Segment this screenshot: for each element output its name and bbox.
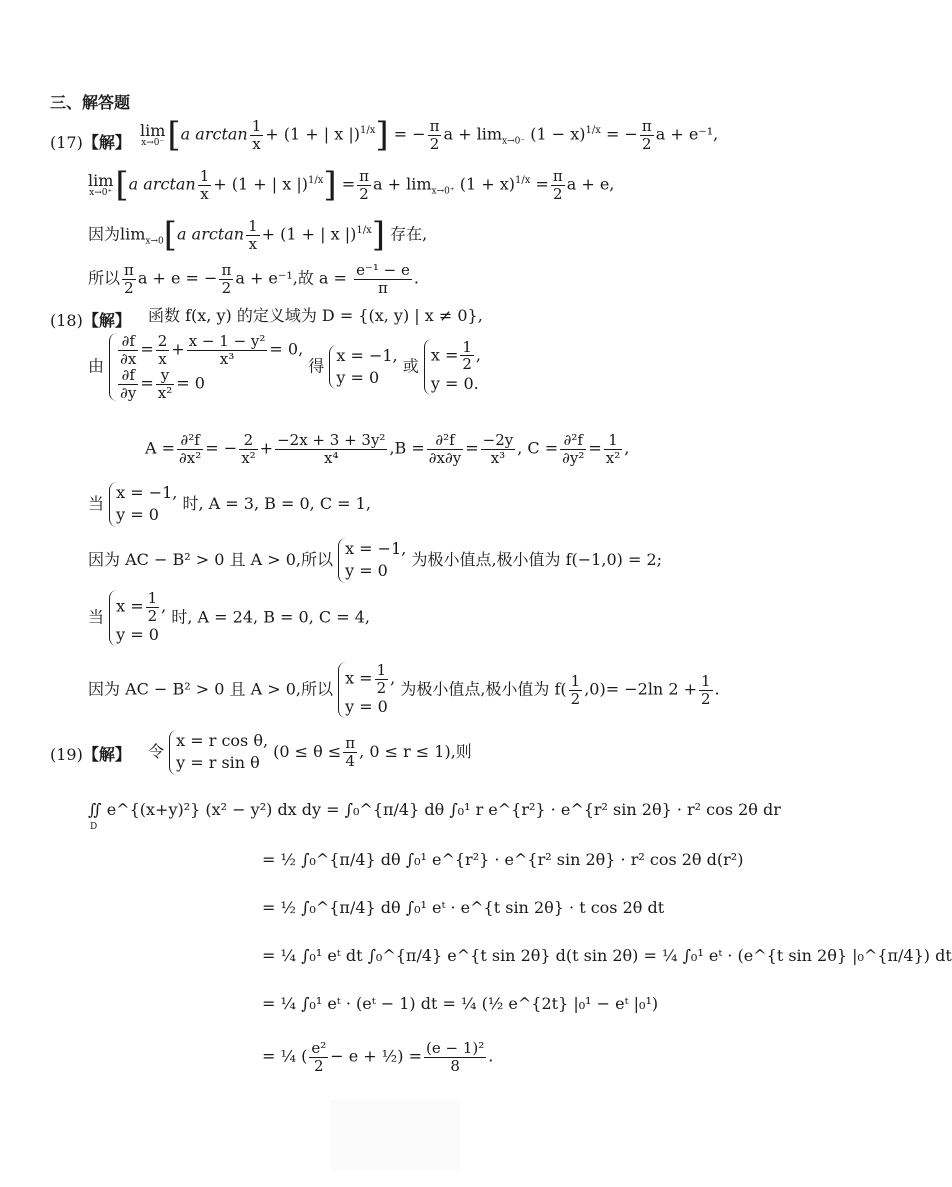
get-text: 得 <box>308 356 325 376</box>
min-point-2: x = $\frac{1}{2}$ , y = 0 <box>338 662 395 718</box>
power-term: + (1 + | x |) <box>261 224 357 244</box>
arctan-term: a arctan <box>177 224 245 244</box>
p17-line1: lim x→0⁻ [a arctan $\frac{1}{x}$ + (1 + | x |)$^{1/x}$] = − $\frac{\pi}{2}$ $a + \lim_{x\to 0^-} (1 - x)^{1/x}$ = − $\frac{\pi}{2}$ a + e⁻¹, <box>140 115 719 155</box>
problem-17-label <box>50 130 131 153</box>
page-footer-smudge <box>330 1100 460 1170</box>
section-title: 三、解答题 <box>50 93 131 112</box>
period: . <box>413 268 419 288</box>
fraction-1-over-x: $\frac{1}{x}$ <box>199 167 210 203</box>
p17-line4 <box>88 262 419 296</box>
exponent: 1/x <box>356 225 372 237</box>
equals-sign: = − <box>393 124 426 144</box>
result: a + e, <box>566 174 615 194</box>
fraction-pi-over-2: $\frac{\pi}{2}$ <box>552 167 563 203</box>
or-text: 或 <box>402 356 419 376</box>
problem-17-number: (17) <box>50 133 83 152</box>
power-term: + (1 + | x |) <box>265 124 360 144</box>
equation-mid2: a + e⁻¹,故 a = <box>235 268 347 288</box>
system-eq-1: $\frac{\partial f}{\partial x}$ = $\frac{2}{x}$ + $\frac{\text{x − 1 − y²}}{\text{x³}}$ = 0, <box>120 332 304 368</box>
iterated-integral: = ∫₀^{π/4} dθ ∫₀¹ r e^{r²} · e^{r² sin 2θ} · r² cos 2θ dr <box>326 800 781 819</box>
problem-19-label <box>50 742 131 765</box>
p19-line2: = ½ ∫₀^{π/4} dθ ∫₀¹ eᵗ · e^{t sin 2θ} · t cos 2θ dt <box>262 898 665 917</box>
a-plus-lim: a + lim <box>372 174 432 194</box>
power-term: + (1 + | x |) <box>213 174 308 194</box>
fraction-1-over-x: $\frac{1}{x}$ <box>251 117 262 153</box>
limit-sub: x→0 <box>145 236 164 247</box>
fraction-pi-over-2: $\frac{\pi}{2}$ <box>221 261 232 297</box>
point-1: x = −1, y = 0 <box>109 482 177 527</box>
arctan-term: a arctan <box>180 124 248 144</box>
double-integral: ∬ e^{(x+y)²} (x² − y²) dx dy <box>88 800 322 819</box>
p18-system <box>88 333 481 401</box>
exponent: 1/x <box>307 175 324 187</box>
equals-sign: = − <box>605 124 638 144</box>
fraction-pi-over-2: $\frac{\pi}{2}$ <box>641 117 652 153</box>
fraction-pi-over-2: $\frac{\pi}{2}$ <box>429 117 440 153</box>
fraction-1-over-x: $\frac{1}{x}$ <box>248 217 258 253</box>
limit-sub: x→0⁺ <box>431 186 455 197</box>
result: a + e⁻¹, <box>655 124 719 144</box>
a-plus-lim: a + lim <box>443 124 503 144</box>
p18-because2: 因为 AC − B² > 0 且 A > 0,所以 x = $\frac{1}{2}$ , y = 0 为极小值点,极小值为 f( $\frac{1}{2}$ ,0)= −2ln 2 + $\frac{1}{2}$ . <box>88 662 720 718</box>
equation-mid: a + e = − <box>137 268 218 288</box>
tail-term: (1 − x) <box>530 124 586 144</box>
limit-sub: x→0⁻ <box>502 136 526 147</box>
exponent: 1/x <box>514 175 531 187</box>
because-lim: 因为lim <box>88 224 146 244</box>
polar-substitution: x = r cos θ, y = r sin θ <box>169 730 268 775</box>
p18-intro: 函数 f(x, y) 的定义域为 D = {(x, y) | x ≠ 0}, <box>148 306 483 325</box>
p19-line0 <box>88 802 781 818</box>
p19-line1: = ½ ∫₀^{π/4} dθ ∫₀¹ e^{r²} · e^{r² sin 2θ} · r² cos 2θ d(r²) <box>262 850 744 869</box>
system-eq-2: $\frac{\partial f}{\partial y}$ = $\frac{y}{\text{x²}}$ = 0 <box>120 366 205 402</box>
equation-system <box>109 333 303 401</box>
problem-19-number: (19) <box>50 745 83 764</box>
point-2: x = $\frac{1}{2}$ , y = 0 <box>109 590 166 646</box>
p19-line4: = ¼ ∫₀¹ eᵗ · (eᵗ − 1) dt = ¼ (½ e^{2t} |₀¹ − eᵗ |₀¹) <box>262 994 659 1013</box>
p17-line3: 因为$\lim_{x\to 0}[a$ arctan $\frac{1}{x}$ + (1 + | x |)$^{1/x}$] 存在, <box>88 215 428 255</box>
p19-line5: = ¼ ( $\frac{\text{e²}}{2}$ − e + ½) = $\frac{\text{(e − 1)²}}{8}$ . <box>262 1039 494 1075</box>
min-point-1: x = −1, y = 0 <box>338 538 406 583</box>
exists-text: 存在, <box>390 224 428 244</box>
problem-18-number: (18) <box>50 311 83 330</box>
p19-substitution: 令 x = r cos θ, y = r sin θ (0 ≤ θ ≤ $\frac{\pi}{4}$ , 0 ≤ r ≤ 1),则 <box>148 730 472 775</box>
solution-2: x = $\frac{1}{2}$ , y = 0. <box>424 339 481 395</box>
solution-1: x = −1, y = 0 <box>329 345 397 390</box>
fraction-a-value: $\frac{\text{e⁻¹ − e}}{\pi}$ <box>356 261 410 297</box>
p18-when1: 当 x = −1, y = 0 时, A = 3, B = 0, C = 1, <box>88 482 371 527</box>
limit-operator: lim x→0⁺ <box>88 170 114 199</box>
region-D: D <box>90 822 98 832</box>
you-text: 由 <box>88 356 105 376</box>
p18-when2: 当 x = $\frac{1}{2}$ , y = 0 时, A = 24, B = 0, C = 4, <box>88 590 370 646</box>
problem-19-tag: 【解】 <box>82 745 131 764</box>
so-text: 所以 <box>88 268 121 288</box>
equals-sign: = <box>341 174 356 194</box>
fraction-pi-over-2: $\frac{\pi}{2}$ <box>359 167 369 203</box>
p19-line3: = ¼ ∫₀¹ eᵗ dt ∫₀^{π/4} e^{t sin 2θ} d(t sin 2θ) = ¼ ∫₀¹ eᵗ · (e^{t sin 2θ} |₀^{π/4}) dt <box>262 946 952 965</box>
p18-abc: A = $\frac{\text{∂²f}}{\text{∂x²}}$ = − $\frac{2}{\text{x²}}$ + $\frac{\text{−2x + 3 + 3y²}}{\text{x⁴}}$ ,B = $\frac{\text{∂²f}}{\partial x\partial y}$ = $\frac{-2y}{\text{x³}}$ , C = $\frac{\text{∂²f}}{\text{∂y²}}$ = $\frac{1}{\text{x²}}$ , <box>145 431 630 467</box>
exponent: 1/x <box>359 125 376 137</box>
p18-because1: 因为 AC − B² > 0 且 A > 0,所以 x = −1, y = 0 为极小值点,极小值为 f(−1,0) = 2; <box>88 538 662 583</box>
arctan-term: a arctan <box>128 174 196 194</box>
equals-sign: = <box>535 174 549 194</box>
tail-term: (1 + x) <box>459 174 515 194</box>
p17-line2: lim x→0⁺ [a arctan $\frac{1}{x}$ + (1 + | x |)$^{1/x}$] = $\frac{\pi}{2}$ $a + \lim_{x\to 0^+} (1 + x)^{1/x}$ = $\frac{\pi}{2}$ a + e, <box>88 165 615 205</box>
fraction-pi-over-2: $\frac{\pi}{2}$ <box>124 261 134 297</box>
problem-18-label <box>50 308 131 331</box>
problem-17-tag: 【解】 <box>82 133 131 152</box>
problem-18-tag: 【解】 <box>82 311 131 330</box>
exponent: 1/x <box>585 125 601 137</box>
limit-operator: lim x→0⁻ <box>140 120 166 149</box>
